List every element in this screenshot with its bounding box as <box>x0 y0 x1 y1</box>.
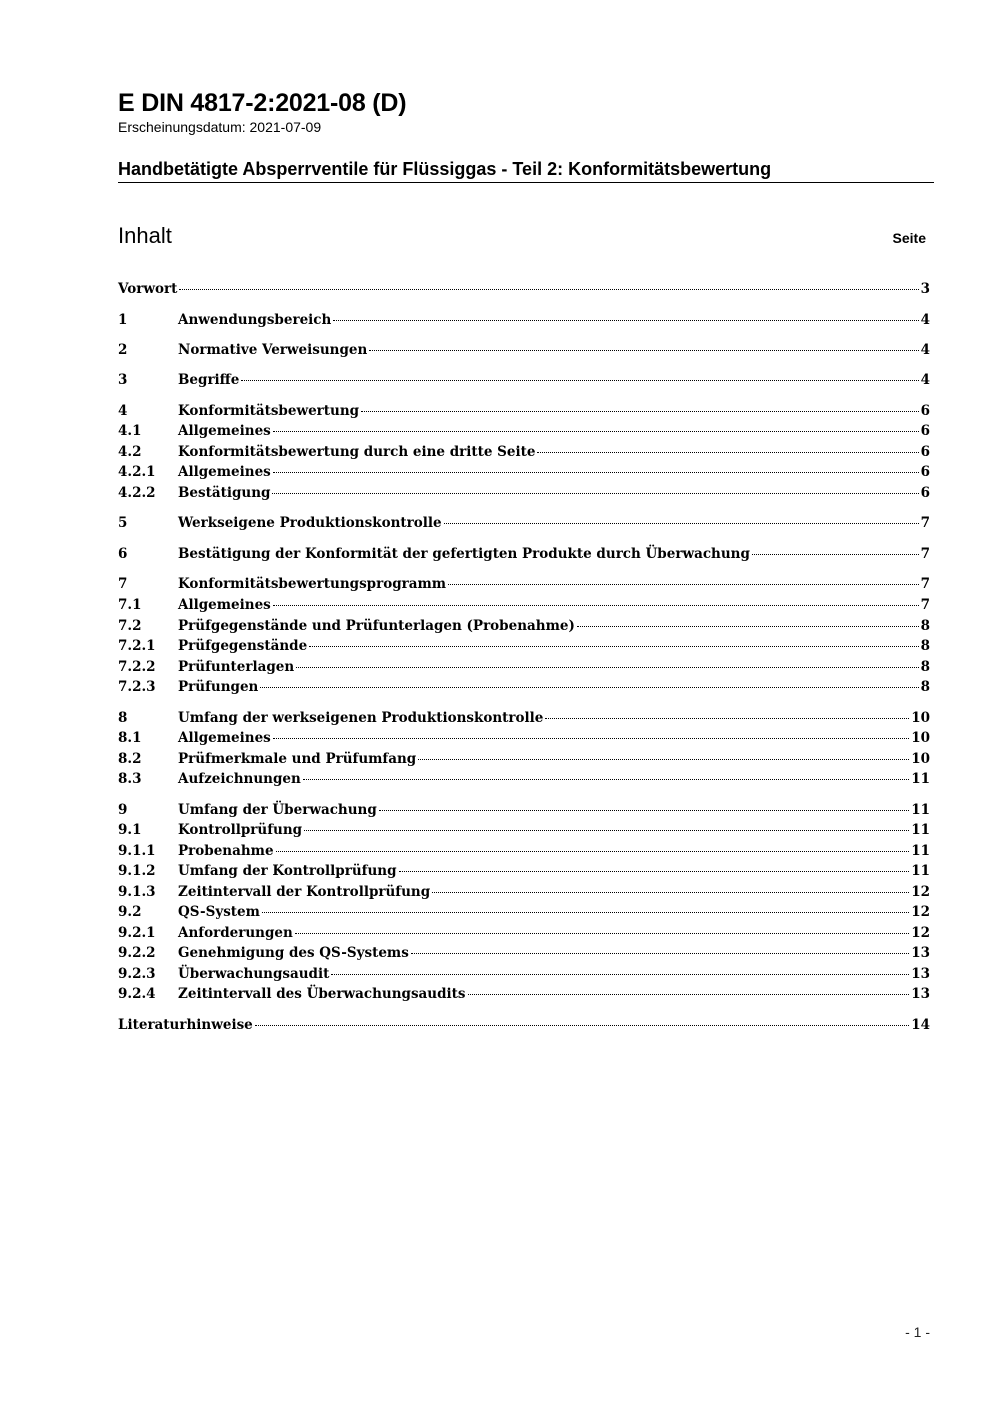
toc-leader-dots <box>273 471 919 473</box>
toc-entry[interactable] <box>118 544 930 564</box>
toc-entry[interactable] <box>118 882 930 902</box>
toc-leader-dots <box>295 932 909 934</box>
toc-entry-title: Überwachungsaudit <box>178 966 330 982</box>
document-title: Handbetätigte Absperrventile für Flüssiggas - Teil 2: Konformitätsbewertung <box>118 158 934 183</box>
toc-entry-page: 11 <box>911 822 930 838</box>
toc-entry-number: 9.2 <box>118 904 142 920</box>
toc-entry[interactable] <box>118 820 930 840</box>
toc-entry-title: Normative Verweisungen <box>178 342 368 358</box>
toc-entry-page: 4 <box>920 342 930 358</box>
toc-entry-title: Probenahme <box>178 843 274 859</box>
toc-leader-dots <box>241 379 918 381</box>
toc-entry[interactable] <box>118 708 930 728</box>
toc-entry-title: Werkseigene Produktionskontrolle <box>178 515 442 531</box>
toc-entry-title: Bestätigung <box>178 485 271 501</box>
toc-entry[interactable] <box>118 841 930 861</box>
toc-entry-page: 7 <box>920 576 930 592</box>
toc-entry-title: Konformitätsbewertung <box>178 403 360 419</box>
toc-entry-title: Prüfgegenstände und Prüfunterlagen (Probenahme) <box>178 618 575 634</box>
toc-entry-number: 7 <box>118 576 128 592</box>
toc-entry-title: Zeitintervall des Überwachungsaudits <box>178 986 466 1002</box>
toc-entry-number: 7.2.2 <box>118 659 156 675</box>
toc-entry-number: 9.2.1 <box>118 925 156 941</box>
toc-entry-page: 7 <box>920 546 930 562</box>
toc-entry-page: 7 <box>920 515 930 531</box>
toc-entry-page: 11 <box>911 843 930 859</box>
toc-entry[interactable] <box>118 902 930 922</box>
toc-leader-dots <box>273 737 909 739</box>
toc-entry-number: 4.2 <box>118 444 142 460</box>
toc-entry-number: 2 <box>118 342 128 358</box>
toc-entry[interactable] <box>118 749 930 769</box>
toc-entry-number: 8.2 <box>118 751 142 767</box>
toc-entry[interactable] <box>118 728 930 748</box>
toc-heading: Inhalt <box>118 223 172 248</box>
toc-entry-title: Allgemeines <box>178 730 271 746</box>
toc-entry-title: Konformitätsbewertung durch eine dritte Seite <box>178 444 536 460</box>
toc-entry[interactable] <box>118 1015 930 1035</box>
toc-entry-page: 6 <box>920 444 930 460</box>
toc-entry-page: 4 <box>920 312 930 328</box>
toc-entry-number: 4 <box>118 403 128 419</box>
toc-entry-title: Umfang der Überwachung <box>178 802 377 818</box>
toc-entry-page: 8 <box>920 659 930 675</box>
toc-entry-number: 3 <box>118 372 128 388</box>
toc-entry-page: 13 <box>911 966 930 982</box>
toc-entry-page: 11 <box>911 802 930 818</box>
toc-entry[interactable] <box>118 462 930 482</box>
toc-entry[interactable] <box>118 800 930 820</box>
toc-leader-dots <box>577 625 919 627</box>
toc-leader-dots <box>303 778 909 780</box>
toc-leader-dots <box>545 717 909 719</box>
toc-entry-title: Anforderungen <box>178 925 293 941</box>
toc-entry-page: 12 <box>911 904 930 920</box>
toc-entry-title: Umfang der werkseigenen Produktionskontrolle <box>178 710 544 726</box>
document-id: E DIN 4817-2:2021-08 (D) <box>118 89 407 117</box>
toc-entry-page: 6 <box>920 485 930 501</box>
toc-entry-number: 9 <box>118 802 128 818</box>
toc-entry-number: 9.2.4 <box>118 986 156 1002</box>
toc-leader-dots <box>333 319 918 321</box>
toc-entry[interactable] <box>118 923 930 943</box>
toc-leader-dots <box>448 583 918 585</box>
toc-entry[interactable] <box>118 279 930 299</box>
toc-entry-page: 3 <box>920 281 930 297</box>
toc-leader-dots <box>260 686 918 688</box>
toc-entry-page: 8 <box>920 679 930 695</box>
toc-entry[interactable] <box>118 513 930 533</box>
toc-entry-title: Allgemeines <box>178 597 271 613</box>
toc-entry-page: 6 <box>920 423 930 439</box>
toc-entry-number: 5 <box>118 515 128 531</box>
toc-entry[interactable] <box>118 616 930 636</box>
toc-leader-dots <box>255 1024 909 1026</box>
toc-entry-title: QS-System <box>178 904 260 920</box>
toc-entry-page: 12 <box>911 925 930 941</box>
toc-entry-title: Prüfmerkmale und Prüfumfang <box>178 751 417 767</box>
toc-entry-title: Konformitätsbewertungsprogramm <box>178 576 447 592</box>
toc-entry-number: 9.2.2 <box>118 945 156 961</box>
toc-entry[interactable] <box>118 861 930 881</box>
toc-entry-number: 8.1 <box>118 730 142 746</box>
toc-leader-dots <box>272 492 918 494</box>
toc-entry-title: Aufzeichnungen <box>178 771 301 787</box>
toc-leader-dots <box>276 850 910 852</box>
toc-entry-number: 4.2.2 <box>118 485 156 501</box>
toc-entry-page: 4 <box>920 372 930 388</box>
toc-leader-dots <box>331 973 909 975</box>
toc-leader-dots <box>537 451 918 453</box>
toc-entry[interactable] <box>118 310 930 330</box>
toc-heading-row <box>118 222 926 250</box>
toc-leader-dots <box>273 604 919 606</box>
toc-entry[interactable] <box>118 964 930 984</box>
toc-leader-dots <box>304 829 909 831</box>
toc-entry-number: 9.1.3 <box>118 884 156 900</box>
toc-entry-number: 7.1 <box>118 597 142 613</box>
toc-leader-dots <box>179 288 918 290</box>
toc-entry-page: 6 <box>920 403 930 419</box>
toc-entry-page: 10 <box>911 751 930 767</box>
toc-entry-page: 8 <box>920 638 930 654</box>
toc-entry[interactable] <box>118 401 930 421</box>
toc-entry[interactable] <box>118 636 930 656</box>
toc-entry-number: 9.2.3 <box>118 966 156 982</box>
toc-leader-dots <box>361 410 919 412</box>
toc-leader-dots <box>468 993 910 995</box>
toc-leader-dots <box>418 758 909 760</box>
toc-leader-dots <box>432 891 909 893</box>
toc-entry[interactable] <box>118 595 930 615</box>
toc-entry[interactable] <box>118 943 930 963</box>
toc-entry-title: Anwendungsbereich <box>178 312 332 328</box>
toc-entry-number: 7.2.1 <box>118 638 156 654</box>
toc-entry-number: 6 <box>118 546 128 562</box>
toc-entry-page: 14 <box>911 1017 930 1033</box>
toc-entry-number: 9.1.1 <box>118 843 156 859</box>
toc-leader-dots <box>296 666 918 668</box>
toc-leader-dots <box>399 870 910 872</box>
toc-entry-title: Bestätigung der Konformität der gefertigten Produkte durch Überwachung <box>178 546 750 562</box>
toc-entry-title: Prüfungen <box>178 679 259 695</box>
toc-entry-number: 9.1 <box>118 822 142 838</box>
toc-entry-title: Kontrollprüfung <box>178 822 303 838</box>
toc-entry[interactable] <box>118 984 930 1004</box>
toc-leader-dots <box>444 522 919 524</box>
toc-leader-dots <box>309 645 918 647</box>
toc-entry-title: Prüfunterlagen <box>178 659 295 675</box>
toc-entry-page: 6 <box>920 464 930 480</box>
toc-leader-dots <box>369 349 918 351</box>
toc-entry-page: 13 <box>911 945 930 961</box>
toc-entry-title: Genehmigung des QS-Systems <box>178 945 409 961</box>
toc-entry-title: Allgemeines <box>178 423 271 439</box>
toc-entry-page: 10 <box>911 730 930 746</box>
toc-entry-page: 7 <box>920 597 930 613</box>
toc-entry-number: 4.1 <box>118 423 142 439</box>
toc-entry[interactable] <box>118 340 930 360</box>
toc-entry-title: Prüfgegenstände <box>178 638 308 654</box>
toc-entry-number: 8 <box>118 710 128 726</box>
toc-entry-number: 7.2.3 <box>118 679 156 695</box>
toc-entry-page: 8 <box>920 618 930 634</box>
toc-entry[interactable] <box>118 769 930 789</box>
toc-leader-dots <box>379 809 909 811</box>
page-number: - 1 - <box>905 1324 930 1340</box>
toc-entry-title: Vorwort <box>118 281 178 297</box>
toc-entry-title: Literaturhinweise <box>118 1017 253 1033</box>
toc-entry-page: 13 <box>911 986 930 1002</box>
toc-entry[interactable] <box>118 483 930 503</box>
toc-entry-page: 12 <box>911 884 930 900</box>
toc-leader-dots <box>411 952 909 954</box>
toc-page-column-heading: Seite <box>892 230 926 246</box>
toc-entry-title: Umfang der Kontrollprüfung <box>178 863 397 879</box>
toc-entry[interactable] <box>118 574 930 594</box>
toc-entry-title: Begriffe <box>178 372 240 388</box>
toc-entry[interactable] <box>118 677 930 697</box>
toc-entry-title: Allgemeines <box>178 464 271 480</box>
document-header <box>118 88 934 136</box>
toc-entry-number: 1 <box>118 312 128 328</box>
toc-entry-page: 11 <box>911 863 930 879</box>
toc-entry-number: 9.1.2 <box>118 863 156 879</box>
toc-entry[interactable] <box>118 442 930 462</box>
toc-entry[interactable] <box>118 421 930 441</box>
toc-entry-page: 11 <box>911 771 930 787</box>
toc-entry-title: Zeitintervall der Kontrollprüfung <box>178 884 431 900</box>
toc-entry-page: 10 <box>911 710 930 726</box>
toc-entry-number: 8.3 <box>118 771 142 787</box>
toc-leader-dots <box>262 911 909 913</box>
toc-leader-dots <box>752 553 919 555</box>
toc-entry-number: 7.2 <box>118 618 142 634</box>
toc-leader-dots <box>273 430 919 432</box>
toc-entry[interactable] <box>118 370 930 390</box>
toc-entry-number: 4.2.1 <box>118 464 156 480</box>
publication-date: Erscheinungsdatum: 2021-07-09 <box>118 119 322 135</box>
toc-entry[interactable] <box>118 657 930 677</box>
